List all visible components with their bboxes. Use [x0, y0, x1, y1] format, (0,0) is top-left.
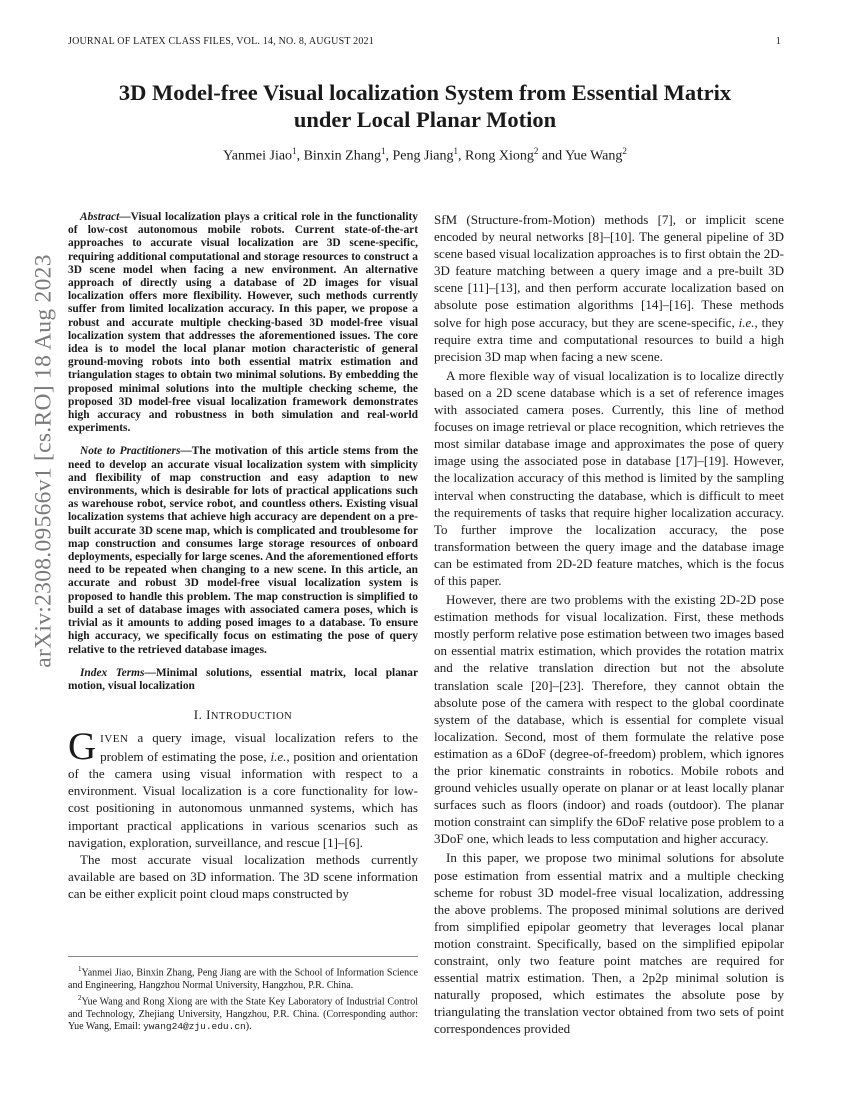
author-list: Yanmei Jiao$^1$, Binxin Zhang$^1$, Peng Jiang$^1$, Rong Xiong$^2$ and Yue Wang$^2$ — [223, 146, 627, 164]
body-paragraph: A more flexible way of visual localization is to localize directly based on a 2D scene database which is a set of reference images with associated camera poses. Currently, this line of method focuses on image retrieval or place recognition, which retrieves the most similar database image and approximates the pose of query image using the associated pose in database [17]–[19]. However, the localization accuracy of this method is limited by the sampling interval when constructing the database, which is difficult to meet the requirements of tasks that require higher localization accuracy. To further improve the localization accuracy, the pose transformation between the query image and the database image can be estimated from 2D-2D feature matches, which is the focus of this paper. — [434, 367, 784, 588]
title-line-2: under Local Planar Motion — [293, 107, 557, 132]
right-column — [434, 211, 784, 1038]
intro-paragraph: The most accurate visual localization methods currently available are based on 3D information. The 3D scene information can be either explicit point cloud maps constructed by — [68, 851, 418, 901]
body-paragraph — [434, 211, 784, 365]
italic-ie: i.e. — [738, 314, 755, 330]
footnote-text: Yue Wang and Rong Xiong are with the State Key Laboratory of Industrial Control and Technology, Zhejiang University, Hangzhou, P.R. China. (Corresponding author: Yue Wang, Email: — [68, 996, 418, 1033]
journal-line: JOURNAL OF LATEX CLASS FILES, VOL. 14, NO. 8, AUGUST 2021 — [68, 36, 374, 47]
email-link[interactable]: ywang24@zju.edu.cn — [143, 1021, 246, 1033]
text-run: , position and orientation of the camera using visual information with respect to a environment. Visual localization is a core functionality for low-cost positioning in autonomous unmanned systems, which has important practical applications in various scenarios such as navigation, exploration, surveillance, and rescue [1]–[6]. — [68, 749, 418, 850]
author-affiliation: 2 — [533, 146, 539, 156]
abstract-label: Abstract — [80, 211, 120, 223]
index-terms-text: Minimal solutions, essential matrix, local planar motion, visual localization — [68, 666, 418, 692]
section-title-rest: NTRODUCTION — [210, 711, 293, 723]
body-paragraph: However, there are two problems with the existing 2D-2D pose estimation methods for visual localization. First, these methods mostly perform relative pose estimation between two images based on essential matrix estimation, which provides the rotation matrix and the relative translation direction but not the absolute translation scale [20]–[23]. Therefore, they cannot obtain the absolute pose of the camera with respect to the global coordinate system of the database, which is essential for complete visual localization. Second, most of them formulate the relative pose estimation as a 6DoF (degree-of-freedom) problem, which ignores the prior kinematic constraints in robotics. Mobile robots and ground vehicles usually operate on planar or at least locally planar surfaces such as floors (indoor) and roads (outdoor). The planar motion constraint can simplify the 6DoF relative pose problem to a 3DoF one, which leads to less computation and higher accuracy. — [434, 592, 784, 847]
author-affiliation: 1 — [380, 146, 386, 156]
index-terms: Index Terms—Minimal solutions, essential matrix, local planar motion, visual localization — [68, 666, 418, 692]
running-head — [68, 36, 781, 47]
author-affiliation: 2 — [622, 146, 627, 156]
intro-paragraph — [68, 725, 418, 851]
author-affiliation: 1 — [292, 146, 297, 156]
section-heading-introduction — [68, 707, 418, 723]
note-text: The motivation of this article stems from the need to develop an accurate visual localization system with simplicity and flexibility of map construction and easy adaption to new environments, which is desirable for lots of practical applications such as warehouse robot, service robot, and countless others. Existing visual localization systems that achieve high accuracy are dependent on a pre-built accurate 3D scene map, which is complicated and troublesome for map construction and consumes large storage resources of onboard deployments, especially for large scenes. And the aforementioned efforts need to be repeated when changing to a new scene. In this article, an accurate and robust 3D model-free visual localization system is proposed to handle this problem. The map construction is simplified to build a set of database images with associated camera poses, which is trivial as it amounts to adding posed images to a database. To ensure high accuracy, we specifically focus on estimating the pose of query relative to the retrieved database images. — [68, 445, 418, 656]
page-number: 1 — [775, 36, 781, 47]
footnote-2 — [68, 992, 418, 1034]
author-affiliation: 1 — [453, 146, 459, 156]
footnote-text: ). — [245, 1021, 252, 1033]
author-name: Binxin Zhang — [303, 148, 381, 164]
text-run: a query image, visual localization refers to the problem of estimating the pose, — [100, 730, 418, 765]
section-initial: I — [206, 707, 211, 723]
author-name: Yue Wang — [565, 148, 623, 164]
footnotes — [68, 956, 418, 1034]
footnote-1 — [68, 963, 418, 992]
italic-ie: i.e. — [270, 749, 287, 765]
note-to-practitioners: Note to Practitioners—The motivation of this article stems from the need to develop an accurate visual localization system with simplicity and flexibility of map construction and easy adaption to new environments, which is desirable for lots of practical applications such as warehouse robot, service robot, and countless others. Existing visual localization systems that achieve high accuracy are dependent on a pre-built accurate 3D scene map, which is complicated and troublesome for map construction and consumes large storage resources of onboard deployments, especially for large scenes. And the aforementioned efforts need to be repeated when changing to a new scene. In this article, an accurate and robust 3D model-free visual localization system is proposed to handle this problem. The map construction is simplified to build a set of database images with associated camera poses, which is trivial as it amounts to adding posed images to a database. To ensure high accuracy, we specifically focus on estimating the pose of query relative to the retrieved database images. — [68, 445, 418, 656]
section-numeral: I. — [193, 707, 207, 723]
note-label: Note to Practitioners — [80, 445, 181, 458]
body-paragraph: In this paper, we propose two minimal solutions for absolute pose estimation from essential matrix and a multiple checking scheme for robust 3D model-free visual localization, addressing the above problems. The proposed minimal solutions are derived from simplified epipolar geometry that leverages local planar motion constraint. Specifically, based on the simplified epipolar constraint, only two feature point matches are required for essential matrix estimation. Then, a 2p2p minimal solution is naturally proposed, which estimates the absolute pose by triangulating the translation vector obtained from two sets of point correspondences provided — [434, 850, 784, 1037]
drop-cap: G — [68, 725, 97, 769]
title-line-1: 3D Model-free Visual localization System from Essential Matrix — [118, 80, 732, 105]
author-name: Rong Xiong — [465, 148, 534, 164]
author-name: Peng Jiang — [392, 148, 454, 164]
footnote-marker: 2 — [78, 994, 82, 1003]
left-column — [68, 211, 418, 902]
text-run: , they require extra time and computational resources to build a high precision 3D map when facing a new scene. — [434, 314, 784, 364]
footnote-text: Yanmei Jiao, Binxin Zhang, Peng Jiang are with the School of Information Science and Engineering, Hangzhou Normal University, Hangzhou, P.R. China. — [68, 967, 418, 991]
footnote-marker: 1 — [78, 965, 82, 973]
text-run: SfM (Structure-from-Motion) methods [7], or implicit scene encoded by neural networks [8]–[10]. The general pipeline of 3D scene based visual localization approaches is to first obtain the 2D-3D feature matching between a query image and a pre-built 3D scene [11]–[13], and then perform accurate localization based on absolute pose estimation algorithms [14]–[16]. These methods solve for high pose accuracy, but they are scene-specific, — [434, 212, 784, 330]
abstract-text: Visual localization plays a critical role in the functionality of low-cost autonomous mobile robots. Current state-of-the-art approaches to accurate visual localization are 3D scene-specific, requiring additional computational and storage resources to construct a 3D scene model when facing a new environment. An alternative approach of directly using a database of 2D images for visual localization offers more flexibility. However, such methods currently suffer from limited localization accuracy. In this paper, we propose a robust and accurate multiple checking-based 3D model-free visual localization system that addresses the aforementioned issues. The core idea is to model the local planar motion characteristic of general ground-moving robots into both essential matrix estimation and triangulation stages to obtain two minimal solutions. By embedding the proposed minimal solutions into the multiple checking scheme, the proposed 3D model-free visual localization framework demonstrates high accuracy and robustness in both simulation and real-world experiments. — [68, 211, 418, 435]
abstract: Abstract—Visual localization plays a critical role in the functionality of low-cost autonomous mobile robots. Current state-of-the-art approaches to accurate visual localization are 3D scene-specific, requiring additional computational and storage resources to construct a 3D scene model when facing a new environment. An alternative approach of directly using a database of 2D images for visual localization offers more flexibility. However, such methods currently suffer from limited localization accuracy. In this paper, we propose a robust and accurate multiple checking-based 3D model-free visual localization system that addresses the aforementioned issues. The core idea is to model the local planar motion characteristic of general ground-moving robots into both essential matrix estimation and triangulation stages to obtain two minimal solutions. By embedding the proposed minimal solutions into the multiple checking scheme, the proposed 3D model-free visual localization framework demonstrates high accuracy and robustness in both simulation and real-world experiments. — [68, 211, 418, 435]
paper-title — [60, 79, 790, 133]
index-terms-label: Index Terms — [80, 666, 145, 679]
small-caps-lead: IVEN — [100, 733, 129, 746]
author-name: Yanmei Jiao — [223, 148, 293, 164]
arxiv-identifier-stamp[interactable]: arXiv:2308.09566v1 [cs.RO] 18 Aug 2023 — [30, 254, 57, 668]
